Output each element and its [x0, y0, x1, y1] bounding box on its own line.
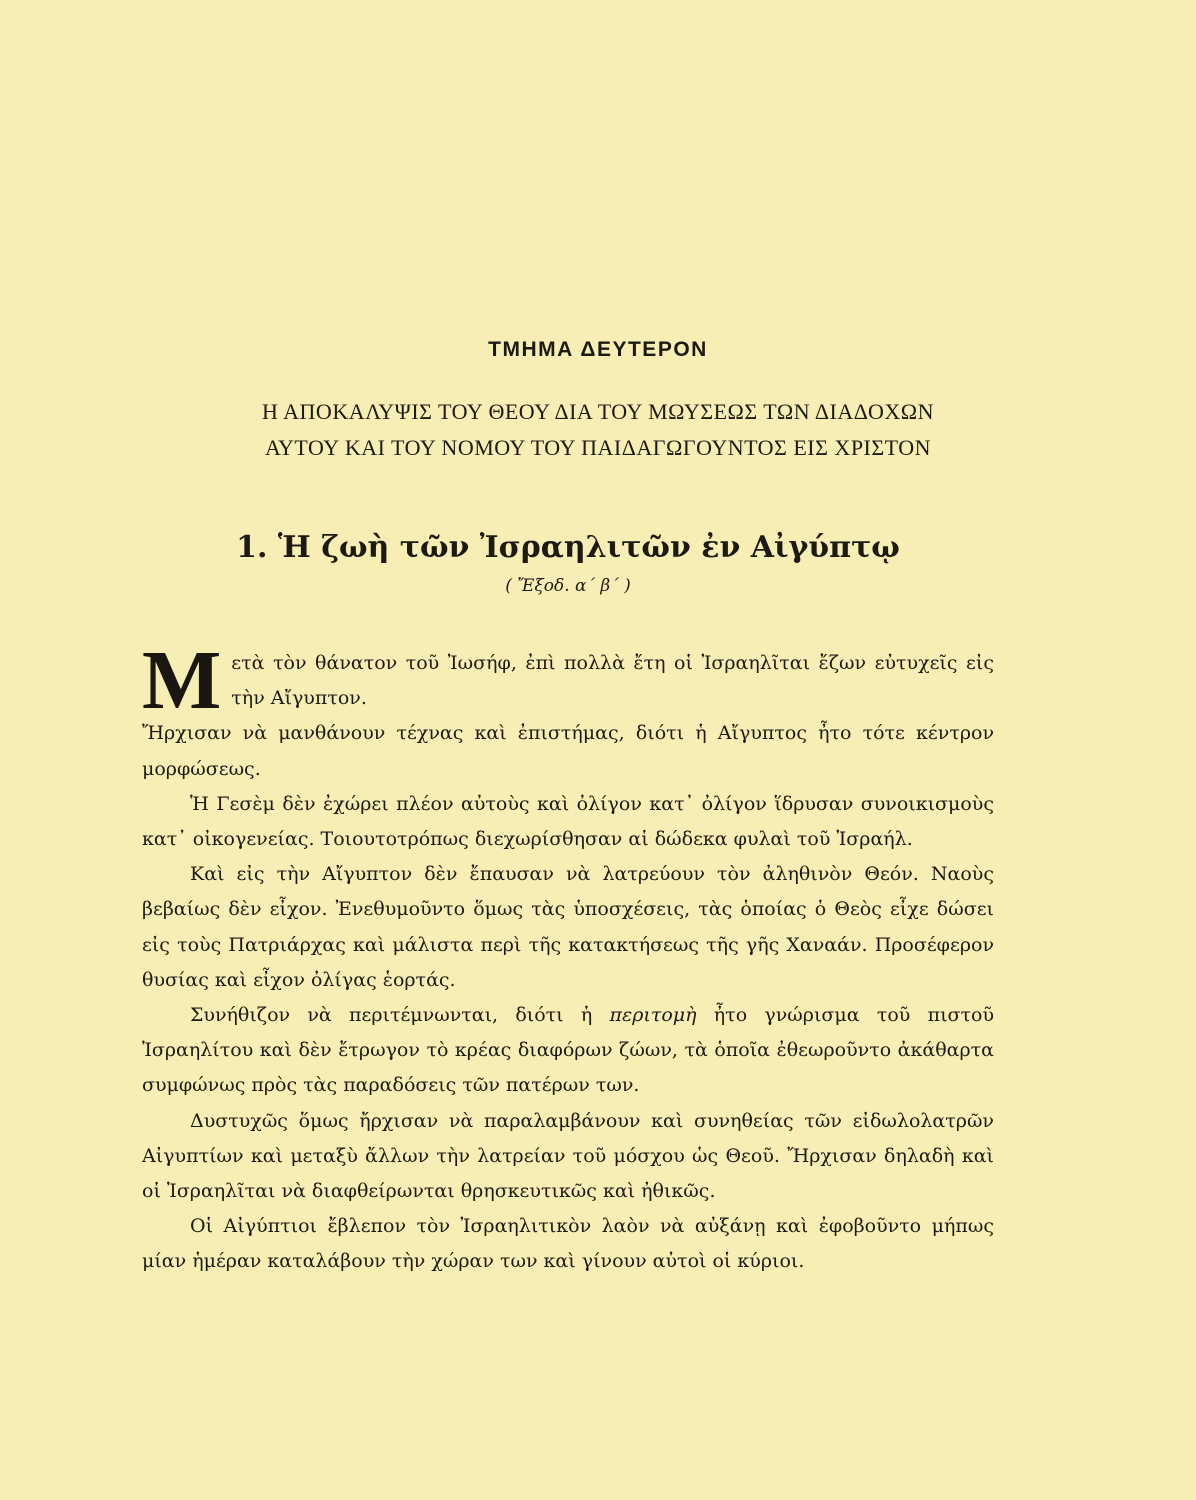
section-label: ΤΜΗΜΑ ΔΕΥΤΕΡΟΝ: [488, 338, 708, 361]
paragraph-1: [142, 634, 994, 727]
paragraph-5-text-b: ἦτο γνώρισμα τοῦ πιστοῦ Ἰσραηλίτου καὶ δὲν ἔτρωγον τὸ κρέας διαφόρων ζώων, τὰ ὁποῖα ἐθεωροῦντο ἀκάθαρτα συμφώνως πρὸς τὰς παραδόσεις τῶν πατέρων των.: [142, 1004, 994, 1097]
part-title: [0, 394, 1196, 466]
paragraph-6: Δυστυχῶς ὅμως ἤρχισαν νὰ παραλαμβάνουν καὶ συνηθείας τῶν εἰδωλολατρῶν Αἰγυπτίων καὶ μεταξὺ ἄλλων τὴν λατρείαν τοῦ μόσχου ὡς Θεοῦ. Ἤρχισαν δηλαδὴ καὶ οἱ Ἰσραηλῖται νὰ διαφθείρωνται θρησκευτικῶς καὶ ἠθικῶς.: [142, 1109, 994, 1203]
paragraph-7: Οἱ Αἰγύπτιοι ἔβλεπον τὸν Ἰσραηλιτικὸν λαὸν νὰ αὐξάνῃ καὶ ἐφοβοῦντο μήπως μίαν ἡμέραν καταλάβουν τὴν χώραν των καὶ γίνουν αὐτοὶ οἱ κύριοι.: [142, 1215, 994, 1273]
drop-cap: Μ: [142, 634, 222, 727]
paragraph-4: Καὶ εἰς τὴν Αἴγυπτον δὲν ἔπαυσαν νὰ λατρεύουν τὸν ἀληθινὸν Θεόν. Ναοὺς βεβαίως δὲν εἶχον. Ἐνεθυμοῦντο ὅμως τὰς ὑποσχέσεις, τὰς ὁποίας ὁ Θεὸς εἶχε δώσει εἰς τοὺς Πατριάρχας καὶ μάλιστα περὶ τῆς κατακτήσεως τῆς γῆς Χαναάν. Προσέφερον θυσίας καὶ εἶχον ὀλίγας ἑορτάς.: [142, 863, 994, 991]
chapter-title: 1. Ἡ ζωὴ τῶν Ἰσραηλιτῶν ἐν Αἰγύπτῳ: [236, 530, 900, 565]
paragraph-1-text: ετὰ τὸν θάνατον τοῦ Ἰωσήφ, ἐπὶ πολλὰ ἔτη οἱ Ἰσραηλῖται ἔζων εὐτυχεῖς εἰς τὴν Αἴγυπτον.: [231, 652, 994, 710]
body-text: [142, 634, 994, 1280]
paragraph-5-text-a: Συνήθιζον νὰ περιτέμνωνται, διότι ἡ: [190, 1004, 610, 1027]
paragraph-2: Ἤρχισαν νὰ μανθάνουν τέχνας καὶ ἐπιστήμας, διότι ἡ Αἴγυπτος ἦτο τότε κέντρον μορφώσεως.: [142, 722, 994, 780]
part-title-line-1: Η ΑΠΟΚΑΛΥΨΙΣ ΤΟΥ ΘΕΟΥ ΔΙΑ ΤΟΥ ΜΩΥΣΕΩΣ ΤΩΝ ΔΙΑΔΟΧΩΝ: [261, 399, 934, 424]
paragraph-5: [142, 998, 994, 1104]
paragraph-3: Ἡ Γεσὲμ δὲν ἐχώρει πλέον αὐτοὺς καὶ ὀλίγον κατ᾽ ὀλίγον ἵδρυσαν συνοικισμοὺς κατ᾽ οἰκογενείας. Τοιουτοτρόπως διεχωρίσθησαν αἱ δώδεκα φυλαὶ τοῦ Ἰσραήλ.: [142, 792, 994, 851]
paragraph-5-italic: περιτομὴ: [609, 1004, 697, 1027]
part-title-line-2: ΑΥΤΟΥ ΚΑΙ ΤΟΥ ΝΟΜΟΥ ΤΟΥ ΠΑΙΔΑΓΩΓΟΥΝΤΟΣ ΕΙΣ ΧΡΙΣΤΟΝ: [264, 435, 932, 460]
chapter-reference: ( Ἔξοδ. α΄ β΄ ): [505, 576, 631, 596]
